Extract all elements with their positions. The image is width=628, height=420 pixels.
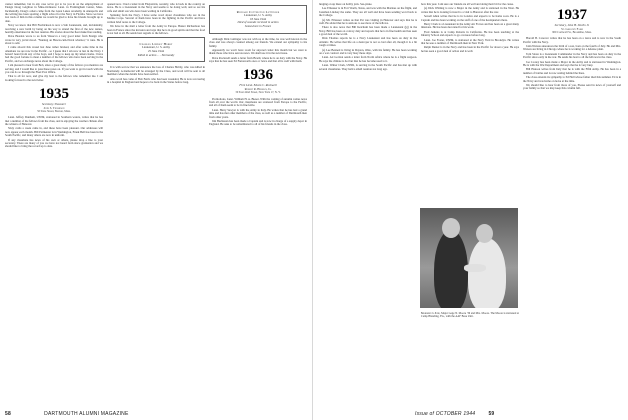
- left-col-2: [107, 3, 205, 203]
- bouquet: [464, 264, 486, 272]
- secretary-title: Secretary, John H. Devlin Jr.: [554, 23, 590, 27]
- paragraph: Barry Clark is a Lieutenant in the Army Air Forces and has been on a great many missions. He has been decorated for his work.: [421, 22, 519, 30]
- memorial-line: 18 June 1944: [250, 16, 266, 21]
- paragraph: Lieut. Walter Clark, USNR, is serving in the South Pacific and has met up with several classmates. They held a small reunion not long ago.: [319, 63, 417, 71]
- paragraph: There is also news that Bill Ketchum has been made a Lieutenant (jg) in the Navy. Bill has been on convoy duty and reports that he is in fine health and has seen a good deal of the world.: [319, 25, 417, 37]
- memorial-line: 25 June 1944: [148, 48, 164, 53]
- paragraph: The class extends its sympathy to Ed Hall whose father died this summer. Ed is in the Navy and was home on leave at the time.: [523, 75, 621, 83]
- right-col-1: [319, 3, 417, 407]
- paragraph: Jim Buchanan has been made a Captain and is now in charge of a supply depot in England. He asks to be remembered to all of his friends in the class.: [209, 118, 307, 127]
- secretary-name: John S. Thompson: [43, 105, 65, 110]
- paragraph: Lieut. Jeffrey Dunham, USNR, stationed in Southern waters, writes that he has met a number of the fellows from the class, and is enjoying the warmer climate after the winters of Hanover.: [5, 115, 103, 127]
- paragraph: Navy we know that Bill Fredrickson is now a Sub Lieutenant, and, incidentally, receiving a new berth by being on his way to attend the first of the new testers, heartily entertained at the last reunion. His stories about the fleet make fine reading.: [5, 23, 103, 34]
- paragraph: Lieut. Art Gordon sends a letter from North Africa where he is a flight surgeon. He says the climate is hot but that he has become used to it.: [319, 55, 417, 63]
- paragraph: how this year. I am sure our friends are all well and doing their bit for the cause.: [421, 3, 514, 6]
- paragraph: Fred Jenkins is at Camp Roberts in California. He has been teaching at the Infantry School and expects to go overseas before long.: [421, 29, 519, 38]
- memorial-name: Richard Cottington Luttinger: [236, 10, 280, 14]
- paragraph: Harold B. Conover writes that he has been on a leave and is now in the South Pacific with the Navy.: [523, 36, 621, 44]
- memorial-box: [107, 37, 205, 62]
- paragraph: I came aboard this vessel last June rather bruised, and after some time in the Aleutians we are now in the Pacific - so I guess that I am now at last in the Navy. I haven't heard from any of the boys, and I hope to keep up my letters home. I have had the good fortune to meet a number of the fellows who have been serving in the Pacific, and we exchange news about the College.: [5, 45, 103, 63]
- page-number: 59: [488, 411, 495, 417]
- bride-figure: [468, 238, 506, 308]
- paragraph: Dave Headon wrote to us from Wasacca a very good letter from Ensign who wrote in very jovial mood. "Nursing an Hawai-cum-Naval whatnot," it runs. He is about to add.: [5, 34, 103, 45]
- secretary-address: 30 East 42nd Street, New York 17, N. Y.: [235, 91, 281, 95]
- paragraph: Joe Cooley has been made a Major in the Army and is stationed in Washington. He is with the War Department and says that he is very busy.: [523, 59, 621, 67]
- paragraph: Sixty cards a week came in, and these have been pleasant. Our addresses will now appear each month. Bill Parmenter is in Washington, Frank Bell has been in the South Pacific, and many others are now in uniform.: [5, 126, 103, 138]
- paragraph: Dick Thomas reports he is a Navy Lieutenant and has been on duty in the Atlantic. He writes that life on a destroyer is not so bad after all, though it is a bit rough at times.: [319, 36, 417, 48]
- right-page: [315, 0, 628, 420]
- left-col-1: [5, 3, 103, 407]
- paragraph: Promotions, Lieut. William H. A. Bieser. With the coming of autumn comes news from all over the world. Our classmates are scattered from Europe to the Pacific, and all of them seem to be in fine fettle.: [209, 96, 307, 108]
- paragraph: Sewell Allen writes that he is in London and expects to be home soon. He is a Captain and has been working on the staff of one of the headquarters there.: [421, 14, 519, 22]
- memorial-box: [209, 5, 307, 34]
- paragraph: If any classmate has news of his own or others, please drop a line to your secretary. There are many of you we have not heard from since graduation and we should like to bring the record up to date.: [5, 137, 103, 149]
- caption-head: Married in June,: [421, 312, 441, 315]
- secretary-name: St. Gregory Farm: [561, 26, 583, 31]
- bride-face: [476, 224, 493, 243]
- paragraph: Bill Hanson writes from Italy that he is with the Fifth Army. He has been in a number of battles and is now resting behind the lines.: [523, 67, 621, 75]
- paragraph: Spinning from the Navy, I have some word about classmates who are in the Marine Corps. Several of them have been in the fighting in the Pacific and have written brief notes to the College.: [107, 13, 205, 24]
- paragraph: Tom Sloan is a Lieutenant Commander in the Navy and has been on duty in the Pacific since early in the war. He sends his best to all the fellows in the class.: [523, 51, 621, 60]
- paragraph: (a) Dick Whiting is now a Major in the Army and is stationed in the West. He writes that he is looking forward to a visit to Hanover after the war.: [421, 6, 519, 14]
- secretary-name: Robert R. Herman, Jr.: [244, 86, 272, 91]
- right-col-2: [421, 3, 519, 203]
- paragraph: I am pleased to hear from Bob, since a great many of the fellows you mention are serving, and I would like to pass these notes on. If you want to get in touch with me you can do so through the Fleet Post Office.: [5, 63, 103, 74]
- left-page-footer: [5, 411, 129, 417]
- wedding-photo: [420, 208, 518, 308]
- secretary-address: 50 State Street, Boston, Mass.: [37, 110, 71, 114]
- photo-caption: [421, 312, 519, 319]
- left-col-3: [209, 3, 307, 407]
- paragraph: It is with sorrow that we announce the loss of Charles Hobby, who was killed in Normandy. A memorial will be arranged by the Class, and word will be sent to all members when the details have been settled.: [107, 65, 205, 77]
- class-year-heading: 1937: [557, 7, 587, 23]
- left-page: [0, 0, 313, 420]
- paragraph: Lee Ellsasser is in Fort Worth, Texas, and was with the Marines on the flight, and Jonathan Lindsay the same. They are all well and have been sending word back to the College.: [319, 6, 417, 18]
- right-page-footer: [415, 411, 494, 417]
- paragraph: John Watson announces the birth of a son, born on the fourth of July. He and Mrs. Watson are living in Chicago where he is working for a defense plant.: [523, 44, 621, 52]
- secretary-title: Secretary-Treasurer: [42, 102, 66, 107]
- paragraph: (a) Mr. Ellsasser writes us that Pat was visiting in Hanover and says that he is well. He added that he is anxious to see more of the fellows.: [319, 17, 417, 25]
- paragraph: cannot remember, but in any case we've got to be you in on the employment of Ensign Doug Leighton in Mine-Ordnance Lieut. in Framingham Center, Mass. Incidentally, Doug's orders came from the Great Lakes Academy in Annapolis and the writing has been spotting a flight school for the Navy in Florida. Since we have lost track of him in this column we would be glad to have his friends brought up to date.: [5, 3, 103, 23]
- magazine-title: DARTMOUTH ALUMNI MAGAZINE: [44, 411, 129, 417]
- secretary-title: First Lieut. Edwin C. Rockwell: [239, 83, 277, 88]
- memorial-line: Somewhere in France: [244, 24, 272, 29]
- paragraph: We should like to hear from more of you. Please send in news of yourself and your family so that we may keep this column full.: [523, 82, 621, 91]
- class-year-heading: 1935: [39, 86, 69, 103]
- paragraph: Although Dick Luttinger was not with us at the time, he was well known in the class and was always counted among our friends. We extend our sympathy to his family.: [209, 36, 307, 48]
- paragraph: Also word has come of Bob Ferris who has been wounded. He is now recovering in a hospital in England and hopes to be back in the States before long.: [107, 76, 205, 84]
- memorial-line: Lieutenant, U. S. Army: [142, 45, 170, 50]
- paragraph: Dave Rockwell sends a letter from Brazil, where he is on duty with the Navy. He says that he has seen Ed Farnsworth once or twice and that all is well with them.: [209, 55, 307, 64]
- paragraph: opened now. I had a letter from Fitzpatrick, recently, who is back in the country on leave. He is a Lieutenant in the Navy and seems to be doing well, and so are his wife and small son who have been waiting in California.: [107, 3, 205, 13]
- paragraph: (a) Lee Bennett is living in Dayton, Ohio, with his family. He has been working on a war contract and is very busy these days.: [319, 47, 417, 55]
- issue-label: Issue of OCTOBER 1944: [415, 411, 476, 417]
- class-year-heading: 1936: [243, 67, 273, 84]
- page-number: 58: [5, 411, 11, 417]
- right-col-3: [523, 3, 621, 407]
- paragraph: That is all for now, and give my best to the fellows who remember me. I am looking forward to the next letter.: [5, 74, 103, 82]
- paragraph: Apparently we won't have room for anyone's letter this month but we want to thank those who have sent us news. We shall use it in the next issue.: [209, 47, 307, 56]
- paragraph: Lieut. Joe Foster, USNR, is stationed at the Navy Yard in Brooklyn. He writes that he sees a number of Dartmouth men in New York.: [421, 37, 519, 45]
- caption-text: Major Gage N. Moore '36 and Mrs. Moore. The Moore is stationed at Camp Blanding, Fla., with the AAF Base Unit.: [421, 312, 519, 319]
- memorial-line: Died of wounds received in action: [237, 20, 279, 25]
- paragraph: Ralph Dexter is in the Navy and has been in the Pacific for about a year. He says he has seen a good deal of action and is well.: [421, 45, 519, 53]
- groom-face: [442, 218, 460, 238]
- paragraph: We have in the mail a letter from the Army in Europe. Buster Richardson has been in France since the invasion and says that he is in good spirits and that the food is not bad at all. He sends best regards to the fellows.: [107, 24, 205, 35]
- memorial-line: Killed in action . . . Normandy: [137, 52, 175, 57]
- paragraph: Lieut. Harry Sawyer is with the Army in Italy. He writes that he has had a grand time and has met other members of the class, as well as a number of Dartmouth men from other years.: [209, 107, 307, 119]
- groom-figure: [434, 230, 468, 308]
- secretary-address: 909 Cornwall St., Brookline, Mass.: [552, 31, 592, 34]
- paragraph: lunging on up there on hobby jack. Sea-plane.: [319, 3, 373, 6]
- memorial-line: Lieutenant, U. S. Army: [244, 13, 272, 17]
- memorial-name: Charles Lindsey Hobby: [139, 42, 173, 47]
